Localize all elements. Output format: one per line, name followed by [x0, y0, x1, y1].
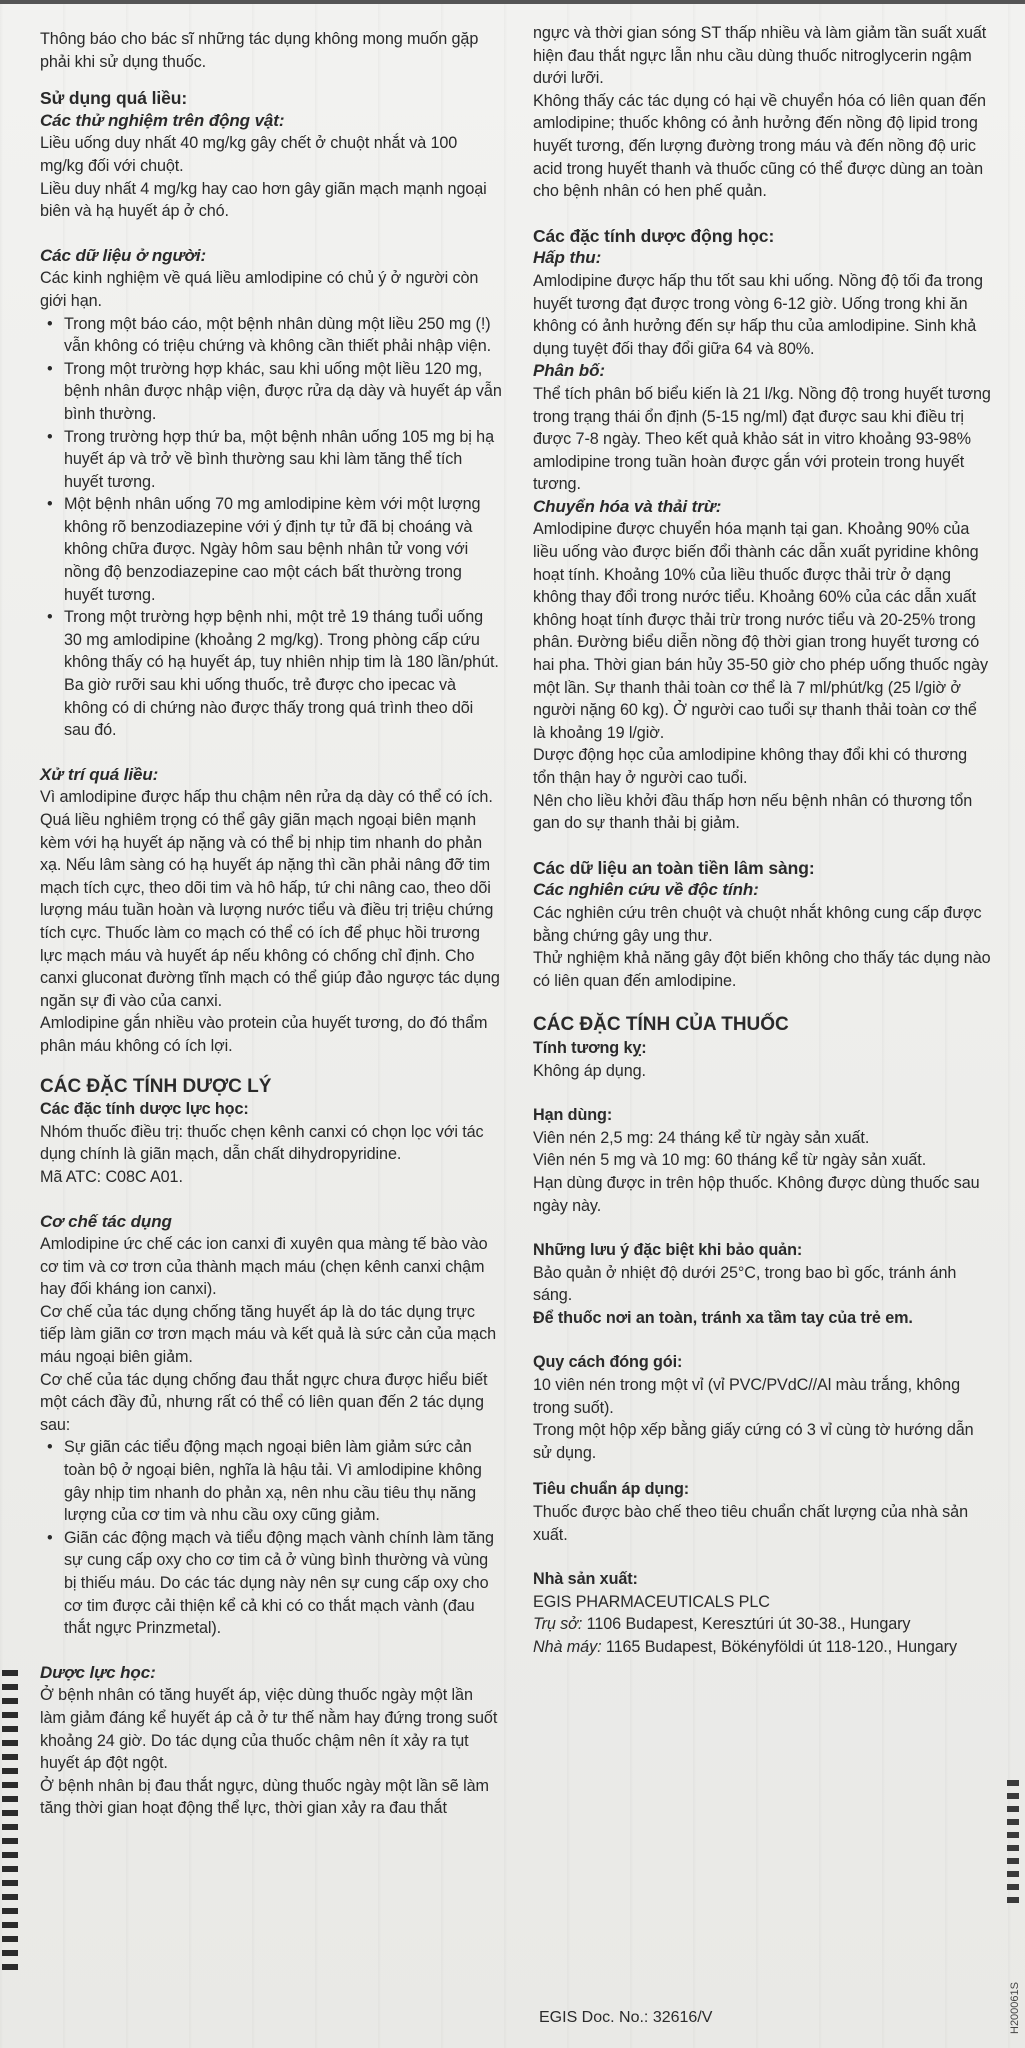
paragraph: ngực và thời gian sóng ST thấp nhiều và làm giảm tần suất xuất hiện đau thắt ngực lẫn nhu cầu dùng thuốc nitroglycerin ngậm dưới lưỡi. — [533, 24, 987, 88]
mechanism-list — [40, 1436, 502, 1639]
manufacturer-name: EGIS PHARMACEUTICALS PLC — [533, 1592, 770, 1611]
subsection-heading: Hạn dùng: — [533, 1106, 613, 1125]
paragraph: Trong một hộp xếp bằng giấy cứng có 3 vỉ cùng tờ hướng dẫn sử dụng. — [533, 1421, 974, 1462]
subsection-heading: Xử trí quá liều: — [40, 764, 159, 784]
paragraph: Không áp dụng. — [533, 1061, 646, 1080]
section-heading: Các đặc tính dược động học: — [533, 225, 775, 246]
subsection-heading: Dược lực học: — [40, 1662, 156, 1682]
paragraph: Amlodipine được chuyển hóa mạnh tại gan. Khoảng 90% của liều uống vào được biến đổi thành các dẫn xuất pyridine không hoạt tính. Khoảng 10% của liều thuốc được thải trừ ở dạng không thay đổi trong nước tiểu. Khoảng 60% của các dẫn xuất không hoạt tính được thải trừ trong nước tiểu và 20-25% trong phân. Đường biểu diễn nồng độ thời gian trong huyết tương có hai pha. Thời gian bán hủy 35-50 giờ cho phép uống thuốc ngày một lần. Sự thanh thải toàn cơ thể là 7 ml/phút/kg (25 l/giờ ở người nặng 60 kg). Ở người cao tuổi sự thanh thải toàn cơ thể là khoảng 19 l/giờ. — [533, 520, 988, 742]
paragraph: Thuốc được bào chế theo tiêu chuẩn chất lượng của nhà sản xuất. — [533, 1503, 968, 1544]
paragraph: Ở bệnh nhân bị đau thắt ngực, dùng thuốc ngày một lần sẽ làm tăng thời gian hoạt động thể lực, thời gian xảy ra đau thắt — [40, 1776, 489, 1818]
paragraph: Amlodipine gắn nhiều vào protein của huyết tương, do đó thẩm phân máu không có ích lợi. — [40, 1014, 488, 1055]
list-item: • Giãn các động mạch và tiểu động mạch vành chính làm tăng sự cung cấp oxy cho cơ tim cả ở vùng bình thường và vùng bị thiếu máu. Do các tác dụng này nên sự cung cấp oxy cho cơ tim được cải thiện kể cả khi có co thắt mạch vành (đau thắt ngực Prinzmetal). — [64, 1527, 502, 1640]
paragraph: Thử nghiệm khả năng gây đột biến không cho thấy tác dụng nào có liên quan đến amlodipine. — [533, 949, 991, 990]
page-edge — [0, 0, 1025, 4]
list-item: • Trong một trường hợp khác, sau khi uống một liều 120 mg, bệnh nhân được nhập viện, được rửa dạ dày và huyết áp vẫn bình thường. — [64, 358, 502, 426]
subsection-heading: Cơ chế tác dụng — [40, 1211, 172, 1231]
subsection-heading: Những lưu ý đặc biệt khi bảo quản: — [533, 1241, 803, 1260]
paragraph: Các kinh nghiệm về quá liều amlodipine có chủ ý ở người còn giới hạn. — [40, 269, 479, 310]
list-item: • Một bệnh nhân uống 70 mg amlodipine kèm với một lượng không rõ benzodiazepine với ý định tự tử đã bị choáng và không chữa được. Ngày hôm sau bệnh nhân tử vong với nồng độ benzodiazepine cao một cách bất thường trong huyết tương. — [64, 493, 502, 606]
paragraph: Liều duy nhất 4 mg/kg hay cao hơn gây giãn mạch mạnh ngoại biên và hạ huyết áp ở chó. — [40, 179, 487, 221]
list-item: • Trong một báo cáo, một bệnh nhân dùng một liều 250 mg (!) vẫn không có triệu chứng và không cần thiết phải nhập viện. — [64, 313, 502, 358]
section-heading: CÁC ĐẶC TÍNH CỦA THUỐC — [533, 1014, 789, 1036]
warning-text: Để thuốc nơi an toàn, tránh xa tầm tay của trẻ em. — [533, 1308, 913, 1327]
paragraph: Hạn dùng được in trên hộp thuốc. Không được dùng thuốc sau ngày này. — [533, 1173, 980, 1215]
document-number: EGIS Doc. No.: 32616/V — [539, 2009, 713, 2026]
paragraph: 10 viên nén trong một vỉ (vỉ PVC/PVdC//Al màu trắng, không trong suốt). — [533, 1376, 960, 1417]
paragraph: Liều uống duy nhất 40 mg/kg gây chết ở chuột nhắt và 100 mg/kg đối với chuột. — [40, 134, 458, 175]
paragraph: Các nghiên cứu trên chuột và chuột nhắt không cung cấp được bằng chứng gây ung thư. — [533, 903, 982, 945]
paragraph: Amlodipine được hấp thu tốt sau khi uống. Nồng độ tối đa trong huyết tương đạt được trong vòng 6-12 giờ. Uống trong khi ăn không có ảnh hưởng đến sự hấp thu của amlodipine. Sinh khả dụng tuyệt đối thay đổi giữa 64 và 80%. — [533, 271, 983, 358]
paragraph: Không thấy các tác dụng có hại về chuyển hóa có liên quan đến amlodipine; thuốc không có ảnh hưởng đến nồng độ lipid trong huyết tương, đến lượng đường trong máu và đến nồng độ uric acid trong huyết thanh và thuốc cũng có thể được dùng an toàn cho bệnh nhân có hen phế quản. — [533, 91, 986, 201]
manufacturer-hq: Trụ sở: 1106 Budapest, Keresztúri út 30-38., Hungary — [533, 1615, 911, 1634]
subsection-heading: Các đặc tính dược lực học: — [40, 1100, 249, 1119]
paragraph: Cơ chế của tác dụng chống tăng huyết áp là do tác dụng trực tiếp làm giãn cơ trơn mạch máu và kết quả là sức cản của mạch máu ngoại biên giảm. — [40, 1302, 497, 1367]
subsection-heading: Tiêu chuẩn áp dụng: — [533, 1480, 690, 1499]
subsection-heading: Các dữ liệu ở người: — [40, 245, 206, 265]
right-column — [533, 22, 993, 1659]
paragraph: Mã ATC: C08C A01. — [40, 1167, 183, 1186]
subsection-heading: Các thử nghiệm trên động vật: — [40, 110, 285, 130]
paragraph: Nhóm thuốc điều trị: thuốc chẹn kênh canxi có chọn lọc với tác dụng chính là giãn mạch, dẫn chất dihydropyridine. — [40, 1122, 484, 1164]
subsection-heading: Nhà sản xuất: — [533, 1570, 638, 1589]
left-column — [40, 28, 502, 1820]
paragraph: Dược động học của amlodipine không thay đổi khi có thương tổn thận hay ở người cao tuổi. — [533, 746, 968, 787]
paragraph: Thể tích phân bố biểu kiến là 21 l/kg. Nồng độ trong huyết tương trong trạng thái ổn định (5-15 ng/ml) đạt được sau khi điều trị được 7-8 ngày. Theo kết quả khảo sát in vitro khoảng 93-98% amlodipine trong tuần hoàn được gắn với protein trong huyết tương. — [533, 384, 991, 494]
list-item: • Trong một trường hợp bệnh nhi, một trẻ 19 tháng tuổi uống 30 mg amlodipine (khoảng 2 mg/kg). Trong phòng cấp cứu không thấy có hạ huyết áp, tuy nhiên nhịp tim là 180 lần/phút. Ba giờ rưỡi sau khi uống thuốc, trẻ được cho ipecac và không có di chứng nào được thấy trong quá trình theo dõi sau đó. — [64, 606, 502, 742]
paragraph: Viên nén 2,5 mg: 24 tháng kể từ ngày sản xuất. — [533, 1128, 870, 1147]
paragraph: Thông báo cho bác sĩ những tác dụng không mong muốn gặp phải khi sử dụng thuốc. — [40, 30, 479, 71]
paragraph: Cơ chế của tác dụng chống đau thắt ngực chưa được hiểu biết một cách đầy đủ, nhưng rất có thể có liên quan đến 2 tác dụng sau: — [40, 1370, 488, 1434]
case-list — [40, 313, 502, 742]
list-item: • Trong trường hợp thứ ba, một bệnh nhân uống 105 mg bị hạ huyết áp và trở về bình thường sau khi làm tăng thể tích huyết tương. — [64, 426, 502, 494]
subsection-heading: Hấp thu: — [533, 248, 602, 268]
right-print-marks — [1007, 1780, 1019, 1910]
paragraph: Ở bệnh nhân có tăng huyết áp, việc dùng thuốc ngày một lần làm giảm đáng kể huyết áp cả ở tư thế nằm hay đứng trong suốt khoảng 24 giờ. Do tác dụng của thuốc chậm nên ít xảy ra tụt huyết áp đột ngột. — [40, 1686, 498, 1773]
subsection-heading: Chuyển hóa và thải trừ: — [533, 496, 722, 516]
paragraph: Vì amlodipine được hấp thu chậm nên rửa dạ dày có thể có ích. Quá liều nghiêm trọng có thể gây giãn mạch ngoại biên mạnh kèm với hạ huyết áp nặng và có thể bị nhịp tim nhanh do phản xạ. Nếu lâm sàng có hạ huyết áp nặng thì cần phải nâng đỡ tim mạch tích cực, theo dõi tim và hô hấp, tứ chi nâng cao, theo dõi lượng máu tuần hoàn và lượng nước tiểu và điều trị triệu chứng tích cực. Thuốc làm co mạch có thể có ích để phục hồi trương lực mạch máu và huyết áp nếu không có chống chỉ định. Cho canxi gluconat đường tĩnh mạch có thể giúp đảo ngược tác dụng ngăn sự đi vào của canxi. — [40, 788, 500, 1010]
subsection-heading: Tính tương kỵ: — [533, 1038, 647, 1057]
paragraph: Bảo quản ở nhiệt độ dưới 25°C, trong bao bì gốc, tránh ánh sáng. — [533, 1263, 957, 1305]
subsection-heading: Phân bố: — [533, 361, 605, 381]
paragraph: Nên cho liều khởi đầu thấp hơn nếu bệnh nhân có thương tổn gan do sự thanh thải bị giảm. — [533, 791, 973, 833]
left-print-marks — [2, 1670, 18, 1978]
paragraph: Viên nén 5 mg và 10 mg: 60 tháng kể từ ngày sản xuất. — [533, 1151, 927, 1170]
subsection-heading: Các nghiên cứu về độc tính: — [533, 880, 759, 900]
list-item: • Sự giãn các tiểu động mạch ngoại biên làm giảm sức cản toàn bộ ở ngoại biên, nghĩa là hậu tải. Vì amlodipine không gây nhịp tim nhanh do phản xạ, nên nhu cầu tiêu thụ năng lượng của cơ tim và nhu cầu oxy cũng giảm. — [64, 1436, 502, 1526]
subsection-heading: Quy cách đóng gói: — [533, 1353, 683, 1372]
section-heading: CÁC ĐẶC TÍNH DƯỢC LÝ — [40, 1075, 272, 1097]
section-heading: Các dữ liệu an toàn tiền lâm sàng: — [533, 857, 815, 878]
paragraph: Amlodipine ức chế các ion canxi đi xuyên qua màng tế bào vào cơ tim và cơ trơn của thành mạch máu (chẹn kênh canxi chậm hay đối kháng ion canxi). — [40, 1235, 488, 1299]
manufacturer-factory: Nhà máy: 1165 Budapest, Bökényföldi út 118-120., Hungary — [533, 1638, 957, 1656]
section-heading: Sử dụng quá liều: — [40, 88, 188, 109]
vertical-code: H200061S — [1009, 1982, 1021, 2034]
